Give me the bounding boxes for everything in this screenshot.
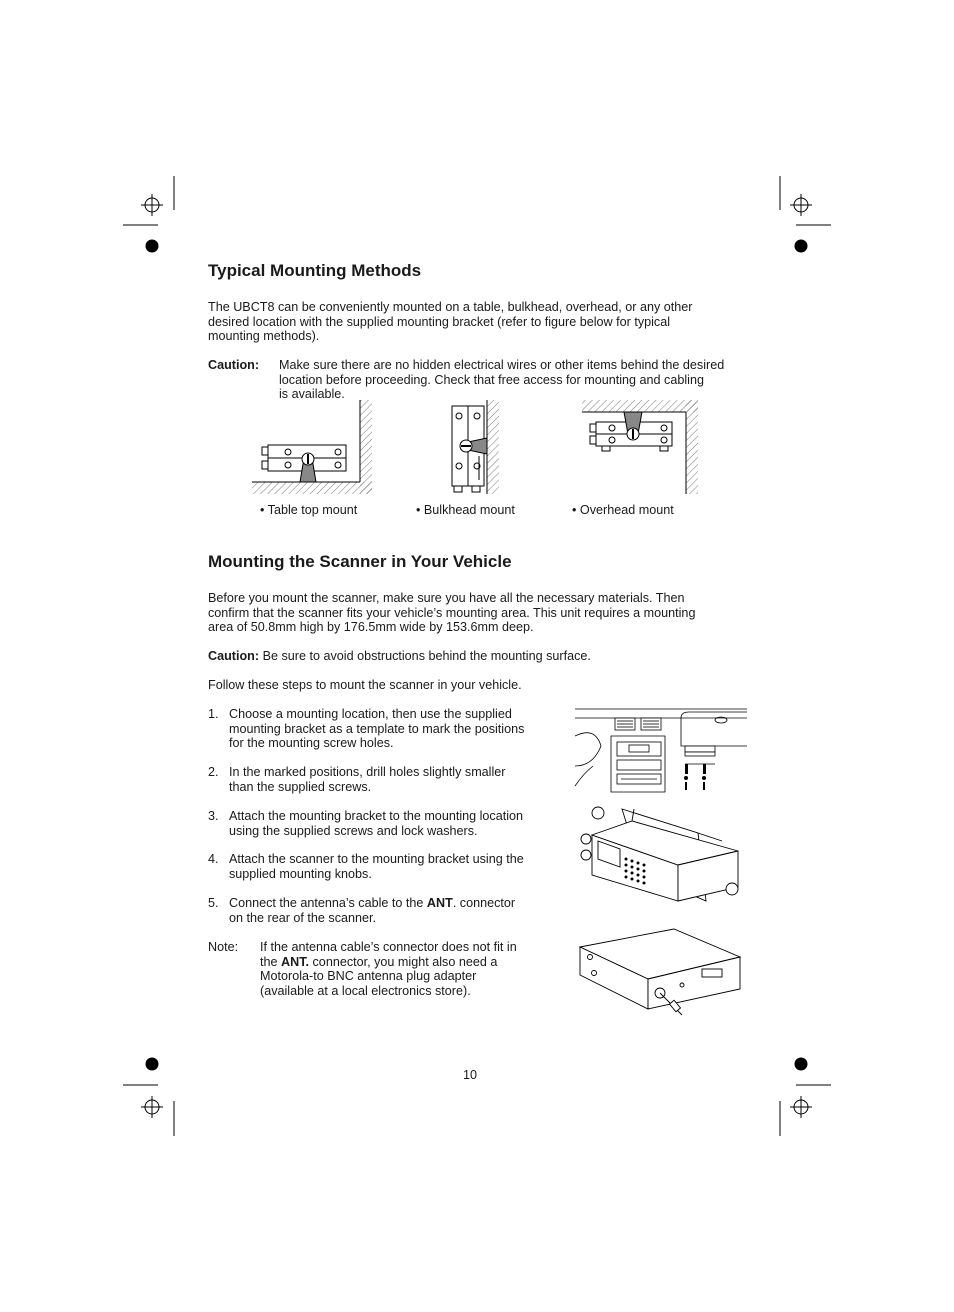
step-number: 4. <box>208 852 219 866</box>
caution-line: Make sure there are no hidden electrical wires or other items behind the desired <box>279 358 725 372</box>
note-text <box>260 940 517 998</box>
step-line: Attach the scanner to the mounting bracket using the <box>229 852 524 866</box>
follow-steps-text: Follow these steps to mount the scanner in your vehicle. <box>208 678 522 692</box>
step-line: supplied mounting knobs. <box>229 866 372 881</box>
step-1 <box>208 707 538 751</box>
step-4 <box>208 852 538 882</box>
caution-text: Be sure to avoid obstructions behind the mounting surface. <box>259 649 591 663</box>
intro-line: confirm that the scanner fits your vehicle’s mounting area. This unit requires a mounting <box>208 605 696 620</box>
scanner-rear-antenna-illustration <box>578 927 743 1017</box>
note-label: Note: <box>208 940 239 954</box>
intro-line: desired location with the supplied mounting bracket (refer to figure below for typical <box>208 314 671 329</box>
caption-overhead: • Overhead mount <box>572 503 674 517</box>
step-5 <box>208 896 538 926</box>
step-2 <box>208 765 538 795</box>
step-line: In the marked positions, drill holes slightly smaller <box>229 765 506 779</box>
note-text-part: connector, you might also need a <box>309 954 498 969</box>
caution-2 <box>208 649 591 664</box>
caution-line: is available. <box>279 387 345 402</box>
caution-text <box>279 358 724 402</box>
section2-intro <box>208 591 695 635</box>
ant-label: ANT <box>426 896 453 910</box>
step-text: . connector <box>452 896 516 910</box>
step-line: Attach the mounting bracket to the mounting location <box>229 809 524 823</box>
page-number: 10 <box>463 1068 478 1082</box>
step-line: for the mounting screw holes. <box>229 736 394 751</box>
note-line: (available at a local electronics store). <box>260 983 471 998</box>
caution-label: Caution: <box>208 649 260 663</box>
intro-line: area of 50.8mm high by 176.5mm wide by 153.6mm deep. <box>208 620 534 635</box>
intro-line: mounting methods). <box>208 329 320 344</box>
step-line: than the supplied screws. <box>229 779 372 794</box>
step-line <box>229 896 515 911</box>
step-line: mounting bracket as a template to mark the positions <box>229 721 525 736</box>
step-text: Connect the antenna’s cable to the <box>229 896 427 910</box>
caption-table-top: • Table top mount <box>260 503 358 517</box>
section1-intro <box>208 300 692 344</box>
overhead-mount-illustration <box>580 398 710 498</box>
scanner-bracket-illustration <box>578 803 743 903</box>
ant-label: ANT. <box>281 954 310 969</box>
step-number: 1. <box>208 707 219 721</box>
bulkhead-mount-illustration <box>446 398 506 498</box>
caution-label: Caution: <box>208 358 260 372</box>
caution-line: location before proceeding. Check that free access for mounting and cabling <box>279 372 704 387</box>
note-line: Motorola-to BNC antenna plug adapter <box>260 969 477 984</box>
step-number: 3. <box>208 809 219 823</box>
step-line: Choose a mounting location, then use the supplied <box>229 707 512 721</box>
step-number: 5. <box>208 896 219 910</box>
step-number: 2. <box>208 765 219 779</box>
dashboard-illustration <box>573 706 748 796</box>
section-title-vehicle-mounting: Mounting the Scanner in Your Vehicle <box>208 552 512 571</box>
step-line: on the rear of the scanner. <box>229 910 377 925</box>
intro-line: Before you mount the scanner, make sure you have all the necessary materials. Then <box>208 591 685 605</box>
table-top-mount-illustration <box>250 398 380 498</box>
section-title-typical-mounting: Typical Mounting Methods <box>208 261 422 280</box>
step-line: using the supplied screws and lock washers. <box>229 823 478 838</box>
note-line <box>260 955 517 970</box>
note-line: If the antenna cable’s connector does not fit in <box>260 940 517 954</box>
caption-bulkhead: • Bulkhead mount <box>416 503 515 517</box>
step-3 <box>208 809 538 839</box>
note-text-part: the <box>260 954 282 969</box>
intro-line: The UBCT8 can be conveniently mounted on a table, bulkhead, overhead, or any other <box>208 300 693 314</box>
